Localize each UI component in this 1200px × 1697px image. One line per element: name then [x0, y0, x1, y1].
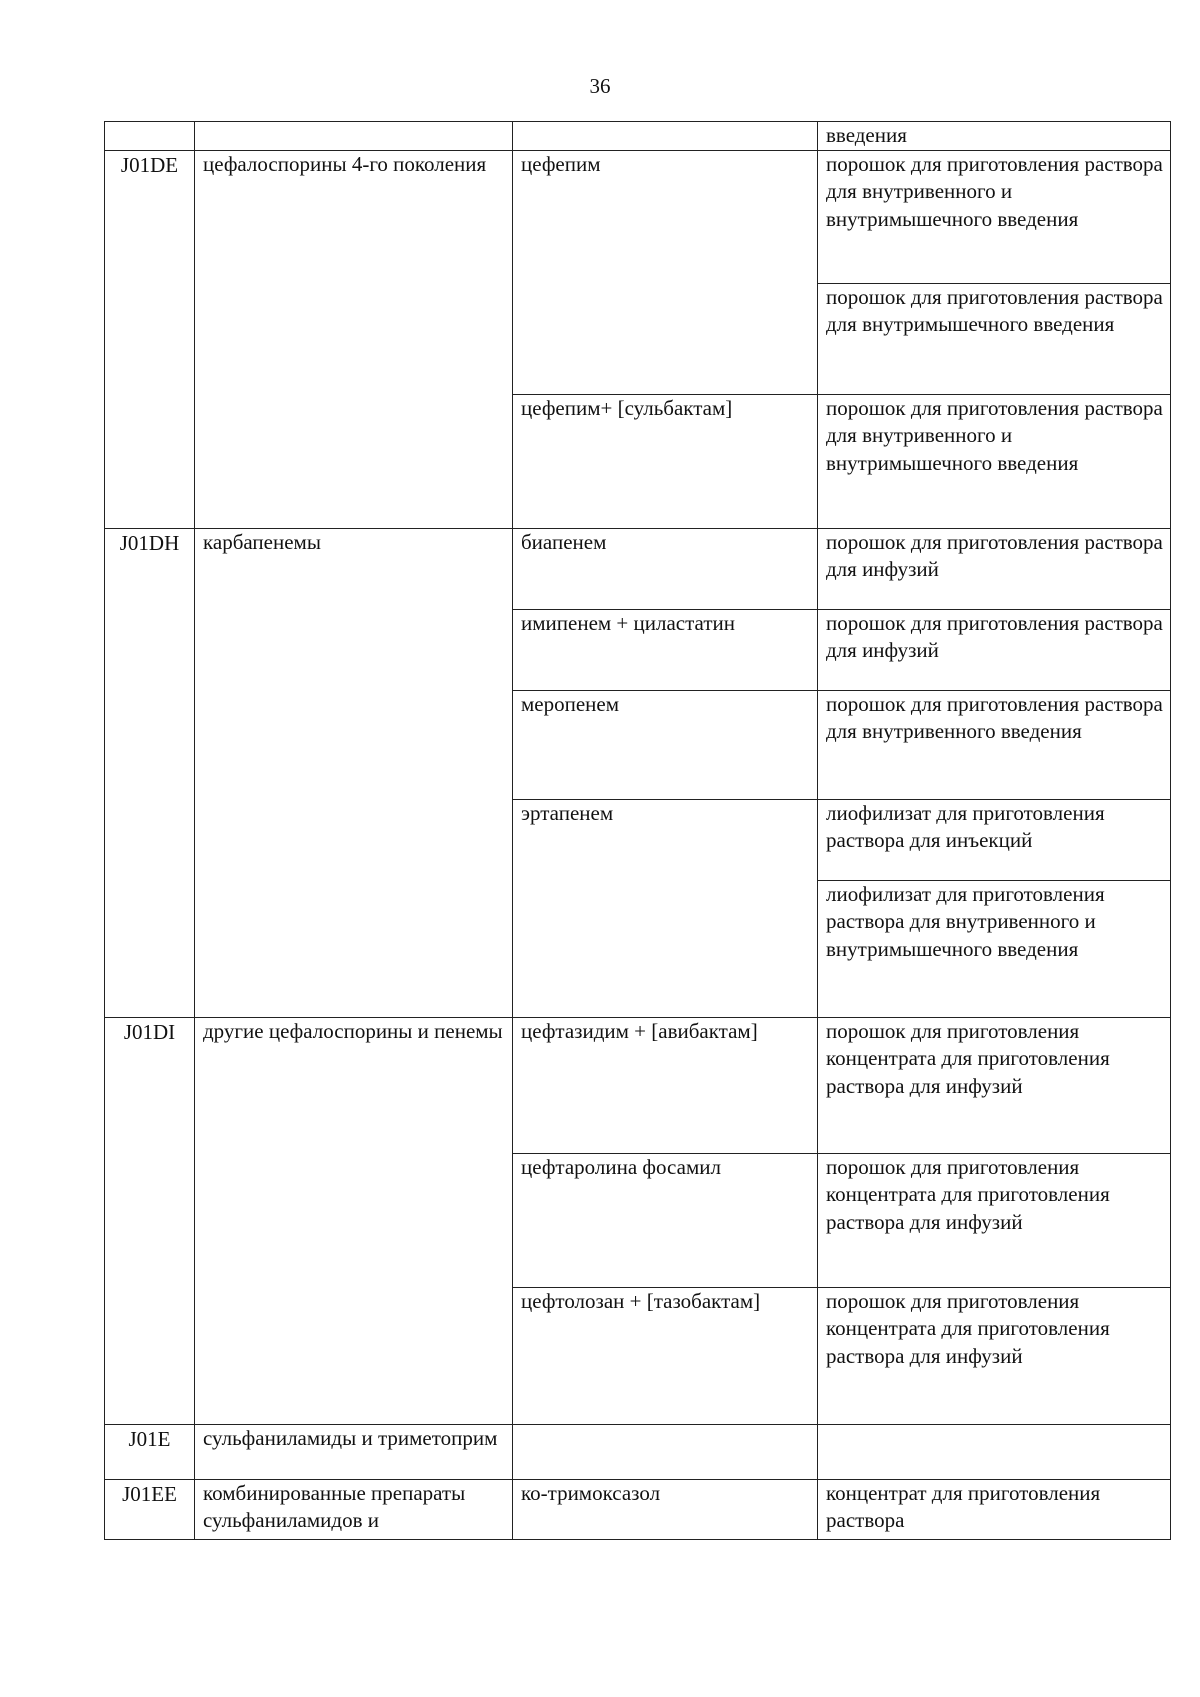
group-cell: сульфаниламиды и триметоприм — [195, 1424, 513, 1479]
table-row — [105, 1479, 1171, 1539]
dosage-form-cell: порошок для приготовления раствора для инфузий — [818, 528, 1171, 609]
drug-cell — [513, 1424, 818, 1479]
dosage-form-cell: порошок для приготовления раствора для внутривенного и внутримышечного введения — [818, 394, 1171, 528]
atc-code-cell: J01E — [105, 1424, 195, 1479]
drug-cell: цефтаролина фосамил — [513, 1153, 818, 1287]
table-row — [105, 1017, 1171, 1153]
dosage-form-cell: порошок для приготовления раствора для внутримышечного введения — [818, 283, 1171, 394]
dosage-form-cell: концентрат для приготовления раствора — [818, 1479, 1171, 1539]
table-row — [105, 150, 1171, 283]
dosage-form-cell: порошок для приготовления раствора для внутривенного и внутримышечного введения — [818, 150, 1171, 283]
drug-cell: эртапенем — [513, 799, 818, 1017]
dosage-form-cell: лиофилизат для приготовления раствора для инъекций — [818, 799, 1171, 880]
dosage-form-cell: порошок для приготовления раствора для инфузий — [818, 609, 1171, 690]
drug-table — [104, 121, 1171, 1540]
group-cell: комбинированные препараты сульфаниламидов и — [195, 1479, 513, 1539]
group-cell: цефалоспорины 4-го поколения — [195, 150, 513, 528]
drug-cell: цефтолозан + [тазобактам] — [513, 1287, 818, 1424]
atc-code-cell: J01DI — [105, 1017, 195, 1424]
drug-cell — [513, 122, 818, 151]
table-row — [105, 528, 1171, 609]
group-cell: карбапенемы — [195, 528, 513, 1017]
dosage-form-cell: порошок для приготовления раствора для внутривенного введения — [818, 690, 1171, 799]
drug-cell: меропенем — [513, 690, 818, 799]
group-cell: другие цефалоспорины и пенемы — [195, 1017, 513, 1424]
group-cell — [195, 122, 513, 151]
atc-code-cell — [105, 122, 195, 151]
drug-cell: биапенем — [513, 528, 818, 609]
dosage-form-cell — [818, 1424, 1171, 1479]
table-row — [105, 122, 1171, 151]
drug-cell: цефепим — [513, 150, 818, 394]
atc-code-cell: J01EE — [105, 1479, 195, 1539]
dosage-form-cell: порошок для приготовления концентрата для приготовления раствора для инфузий — [818, 1153, 1171, 1287]
dosage-form-cell: введения — [818, 122, 1171, 151]
dosage-form-cell: порошок для приготовления концентрата для приготовления раствора для инфузий — [818, 1017, 1171, 1153]
drug-cell: ко-тримоксазол — [513, 1479, 818, 1539]
dosage-form-cell: лиофилизат для приготовления раствора для внутривенного и внутримышечного введения — [818, 880, 1171, 1017]
atc-code-cell: J01DE — [105, 150, 195, 528]
drug-cell: имипенем + циластатин — [513, 609, 818, 690]
atc-code-cell: J01DH — [105, 528, 195, 1017]
drug-cell: цефтазидим + [авибактам] — [513, 1017, 818, 1153]
dosage-form-cell: порошок для приготовления концентрата для приготовления раствора для инфузий — [818, 1287, 1171, 1424]
page-number: 36 — [589, 74, 611, 98]
drug-cell: цефепим+ [сульбактам] — [513, 394, 818, 528]
table-row — [105, 1424, 1171, 1479]
